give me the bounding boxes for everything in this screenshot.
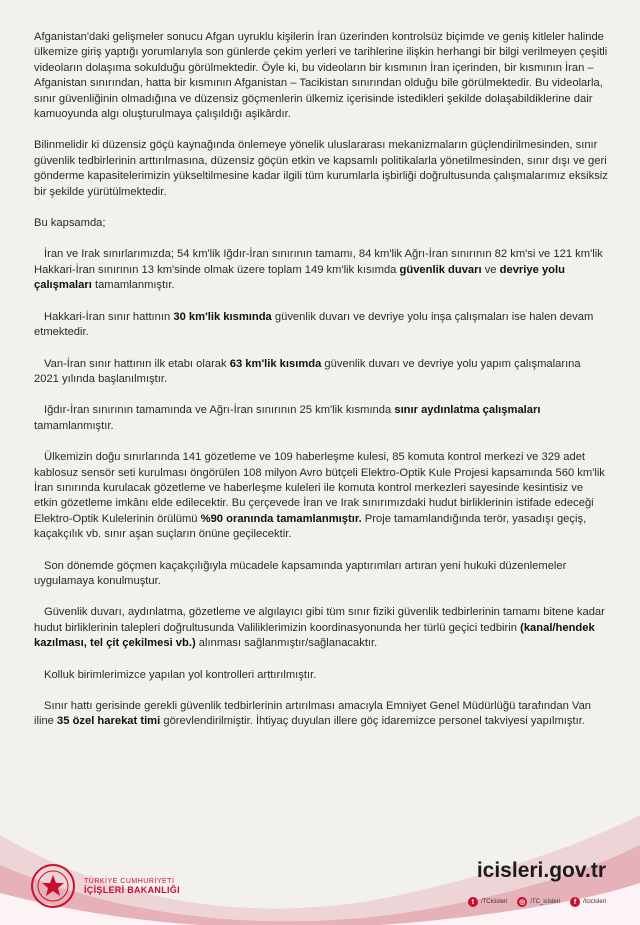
paragraph [34,247,608,293]
bold-text: %90 oranında tamamlanmıştır. [200,512,362,525]
bold-text: devriye yolu çalışmaları [34,263,565,292]
social-twitter-label: /TCicisleri [480,899,508,905]
text-segment: Hakkari-İran sınır hattının [44,310,174,323]
text-segment: İran ve Irak sınırlarımızda; 54 km'lik Iğdır-İran sınırının tamamı, 84 km'lik Ağrı-İran sınırının 82 km'si ve 121 km'lik Hakkari-İran sınırının 13 km'sinde olmak üzere toplam 149 km'lik kısımda [34,248,603,276]
paragraph [34,403,608,434]
text-segment: Van-İran sınır hattının ilk etabı olarak [44,357,230,370]
bold-text: güvenlik duvarı [399,263,482,276]
website-link[interactable]: icisleri.gov.tr [476,859,606,882]
text-segment: tamamlanmıştır. [91,279,175,292]
paragraph [34,559,608,590]
text-segment: Bilinmelidir ki düzensiz göçü kaynağında önlemeye yönelik uluslararası mekanizmaların güçlendirilmesinden, sınır güvenlik tedbirlerinin arttırılmasına, düzensiz göçün etkin ve kapsamlı politikalarla yönetilmesinden, sınır dışı ve geri gönderme kapasitelerimizin yükseltilmesine kadar ilgili tüm kurumlarla işbirliği doğrultusunda çalışmalarımız eksiksiz bir şekilde yürütülmektedir. [34,139,608,198]
bold-text: sınır aydınlatma çalışmaları [394,404,541,417]
paragraph [34,699,608,730]
social-links [468,897,606,907]
paragraph [34,310,608,341]
text-segment: güvenlik duvarı ve devriye yolu inşa çalışmaları ise halen devam etmektedir. [34,310,594,339]
facebook-icon: f [570,897,580,907]
paragraph [34,450,608,542]
paragraph [34,668,608,683]
social-twitter[interactable] [468,897,507,907]
social-instagram[interactable] [517,897,560,907]
ministry-line1: TÜRKİYE CUMHURİYETİ [84,877,175,885]
ministry-emblem-icon [30,863,76,909]
text-segment: Sınır hattı gerisinde gerekli güvenlik tedbirlerinin artırılması amacıyla Emniyet Genel Müdürlüğü tarafından Van iline [34,700,592,728]
ministry-name [84,878,180,895]
social-instagram-label: /TC_icisleri [530,899,560,905]
text-segment: Kolluk birimlerimizce yapılan yol kontrolleri arttırılmıştır. [44,668,317,681]
text-segment: Son dönemde göçmen kaçakçılığıyla mücadele kapsamında yaptırımları artıran yeni hukuki düzenlemeler uygulamaya konulmuştur. [34,559,567,587]
text-segment: güvenlik duvarı ve devriye yolu yapım çalışmalarına 2021 yılında başlanılmıştır. [34,357,581,385]
bold-text: 63 km'lik kısımda [229,357,322,370]
text-segment: Afganistan'daki gelişmeler sonucu Afgan uyruklu kişilerin İran üzerinden kontrolsüz biçimde ve geniş kitleler halinde ülkemize giriş yaptığı yorumlarıyla son günlerde çekim yerleri ve tarihlerine ilişkin herhangi bir bilgi verilmeyen çeşitli videoların dolaşıma sokulduğu görülmektedir. Öyle ki, bu videoların bir kısmının İran içerinden, bir kısmının İran – Afganistan sınırından, hatta bir kısmının Afganistan – Tacikistan sınırından olduğu bile görülmektedir. Bu videolarla, sınır güvenliğinin olmadığına ve düzensiz göçmenlerin ülkemiz içerisinde istedikleri şekilde dolaşabildiklerine dair kamuoyunda algı oluşturulmaya çalışıldığı aşikârdır. [34,31,608,121]
bold-text: 30 km'lik kısmında [173,310,272,323]
paragraph [34,357,608,388]
text-segment: ve [481,263,500,276]
paragraph [34,138,608,200]
text-segment: görevlendirilmiştir. İhtiyaç duyulan illere göç idaremizce personel takviyesi yapılmıştır. [160,715,585,728]
twitter-icon: t [468,897,478,907]
social-facebook[interactable] [570,897,606,907]
ministry-logo [30,863,180,909]
paragraph [34,216,608,231]
press-release-body [34,30,608,746]
social-facebook-label: /tcicisleri [582,899,606,905]
text-segment: alınması sağlanmıştır/sağlanacaktır. [195,637,378,650]
instagram-icon: ◎ [519,899,526,906]
text-segment: Proje tamamlandığında terör, yasadışı geçiş, kaçakçılık vb. sınır aşan suçların önüne geçilecektir. [34,512,587,541]
text-segment: Iğdır-İran sınırının tamamında ve Ağrı-İran sınırının 25 km'lik kısmında [44,404,395,417]
text-segment: tamamlanmıştır. [34,419,114,432]
bold-text: 35 özel harekat timi [57,715,161,728]
ministry-line2: İÇİŞLERİ BAKANLIĞI [84,884,180,895]
text-segment: Bu kapsamda; [34,217,106,230]
paragraph [34,30,608,122]
paragraph [34,605,608,651]
text-segment: Güvenlik duvarı, aydınlatma, gözetleme ve algılayıcı gibi tüm sınır fiziki güvenlik tedbirlerinin tamamı bitene kadar hudut birliklerinin talepleri doğrultusunda Valiliklerimizin koordinasyonunda her türlü geçici tedbirin [34,606,605,634]
bold-text: (kanal/hendek kazılması, tel çit çekilmesi vb.) [34,621,595,650]
text-segment: Ülkemizin doğu sınırlarında 141 gözetleme ve 109 haberleşme kulesi, 85 komuta kontrol merkezi ve 329 adet kablosuz sensör seti kurulması öngörülen 108 milyon Avro bütçeli Elektro-Optik Kule Projesi kapsamında 560 km'lik İran sınırında kurulacak gözetleme ve haberleşme kuleleri ile komuta kontrol merkezleri sayesinde kesintisiz ve etkin gözetleme imkânı elde edilecektir. Bu çerçevede İran ve Irak sınırımızdaki hudut birliklerinin istifade edeceği Elektro-Optik Kulelerinin örülümü [34,451,605,525]
